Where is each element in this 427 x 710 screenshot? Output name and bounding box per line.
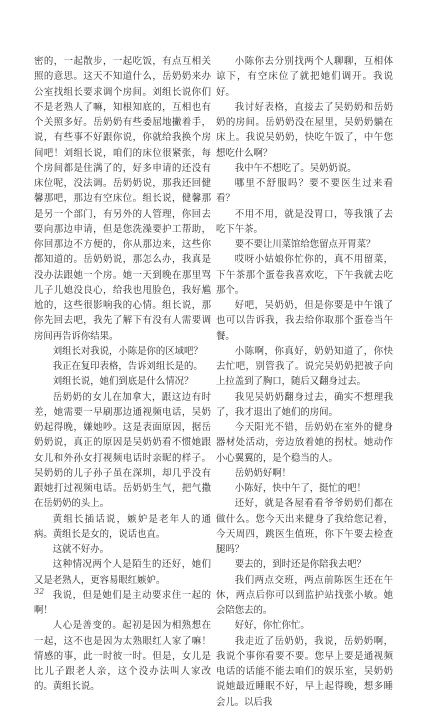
right-text-column [216,54,393,710]
paragraph: 我见吴奶奶翻身过去，确实不想理我了，我才退出了她们的房间。 [216,391,393,418]
paragraph: 刘组长说，她们到底是什么情况？ [52,376,194,388]
paragraph: 小陈好，快中午了，挺忙的吧！ [234,483,367,494]
paragraph: 我讨好表格，直接去了吴奶奶和岳奶奶的房间。岳奶奶没在屋里，吴奶奶躺在床上。我说吴奶奶，快吃午饭了，中午您想吃什么啊？ [216,101,393,159]
paragraph: 好好，你忙你忙。 [234,620,310,632]
page-number: 32 [34,587,45,596]
paragraph: 人心是善变的。起初是因为相熟想在一起，这不也是因为太熟眼红人家了嘛！情感的事，此一时彼一时。但是，女儿是比儿子跟老人亲，这个没办法叫人家改的。黄组长说。 [34,620,211,693]
paragraph: 密的，一起散步，一起吃饭，有点互相关照的意思。这天不知道什么，岳奶奶来办公室找组长要求调个房间。刘组长说你们不是老熟人了嘛，知根知底的，互相也有个关照多好。岳奶奶有些委屈地撇着手，说，有些事不好跟你说，你就给我换个房间吧！刘组长说，咱们的床位很紧张，每个房间都是住满了的，好多申请的还没有床位呢，没法调。岳奶奶说，那我还回健馨那吧，那边有空床位。组长说，健馨那是另一个部门，有另外的人管理，你回去要向那边申请，但是您洗澡要护工帮助，你回那边不方便的，你从那边来，这些你都知道的。岳奶奶说，那怎么办，我真是没办法跟她一个房。她一天到晚在那里骂儿子儿媳没良心，给我也甩脸色，我好尴尬的，这些很影响我的心情。组长说，那你先回去吧，我先了解下有没有人需要调房间再告诉你结果。 [34,56,211,342]
paragraph: 我正在复印表格，告诉刘组长是的。 [52,361,203,372]
paragraph: 岳奶奶好啊！ [234,467,292,479]
paragraph: 我说，但是她们是主动要求住一起的啊！ [34,589,211,616]
paragraph: 我走近了岳奶奶，我说，岳奶奶啊，我说个事你看要不要。您早上要是通视频电话的话能不能去咱们的娱乐室，吴奶奶说她最近睡眠不好，早上起得晚，想多睡会儿。以后我 [216,635,393,708]
paragraph: 岳奶奶的女儿在加拿大，跟这边有时差，她需要一早刷那边通视频电话，吴奶奶起得晚，嫌她吵。这是表面原因，据岳奶奶说，真正的原因是吴奶奶看不惯她跟女儿和外孙女打视频电话时亲昵的样子。吴奶奶的儿子孙子虽在深圳，却几乎没有跟她打过视频电话。岳奶奶生气，把气撒在岳奶奶的头上。 [34,391,211,510]
paragraph: 小陈你去分别找两个人聊聊，互相体谅下，有空床位了就把她们调开。我说好。 [216,56,393,98]
paragraph: 小陈啊，你真好，奶奶知道了，你快去忙吧，别管我了。说完吴奶奶把被子向上拉盖到了胸口，随后又翻身过去。 [216,345,393,388]
paragraph: 我们两点交班，两点前陈医生还在午休，两点后你可以到监护站找张小敏。她会陪您去的。 [216,574,393,616]
paragraph: 不用不用，就是没胃口，等我饿了去吃下午茶。 [216,208,393,235]
paragraph: 今天阳光不错，岳奶奶在室外的健身器材处活动，旁边放着她的拐杖。她动作小心翼翼的，是个稳当的人。 [216,422,393,464]
paragraph: 这就不好办。 [52,544,110,555]
paragraph: 哎呀小姑娘你忙你的，真不用留菜，下午茶那个蛋卷我喜欢吃，下午我就去吃那个。 [216,254,393,296]
paragraph: 我中午不想吃了。吴奶奶说。 [234,162,357,174]
paragraph: 这种情况两个人是陌生的还好，她们又是老熟人，更容易眼红嫉妒。 [34,559,211,586]
paragraph: 好吧，吴奶奶，但是你要是中午饿了也可以告诉我，我去给你取那个蛋卷当午餐。 [216,300,393,342]
paragraph: 黄组长插话说，嫉妒是老年人的通病。黄组长是女的，说话也直。 [34,513,211,540]
paragraph: 还好，就是各屋看看爷爷奶奶们都在做什么。您今天出来健身了我给您记着，今天周四，跳医生值班，你下午要去检查腿吗？ [216,498,393,555]
left-text-column [34,54,211,695]
paragraph: 要不要让川菜馆给您留点开胃菜？ [234,239,376,250]
paragraph: 哪里不舒服吗？要不要医生过来看看？ [216,178,393,205]
paragraph: 刘组长对我说，小陈是你的区域吧？ [52,345,203,357]
paragraph: 要去的，到时还是你陪我去吧？ [234,559,367,571]
